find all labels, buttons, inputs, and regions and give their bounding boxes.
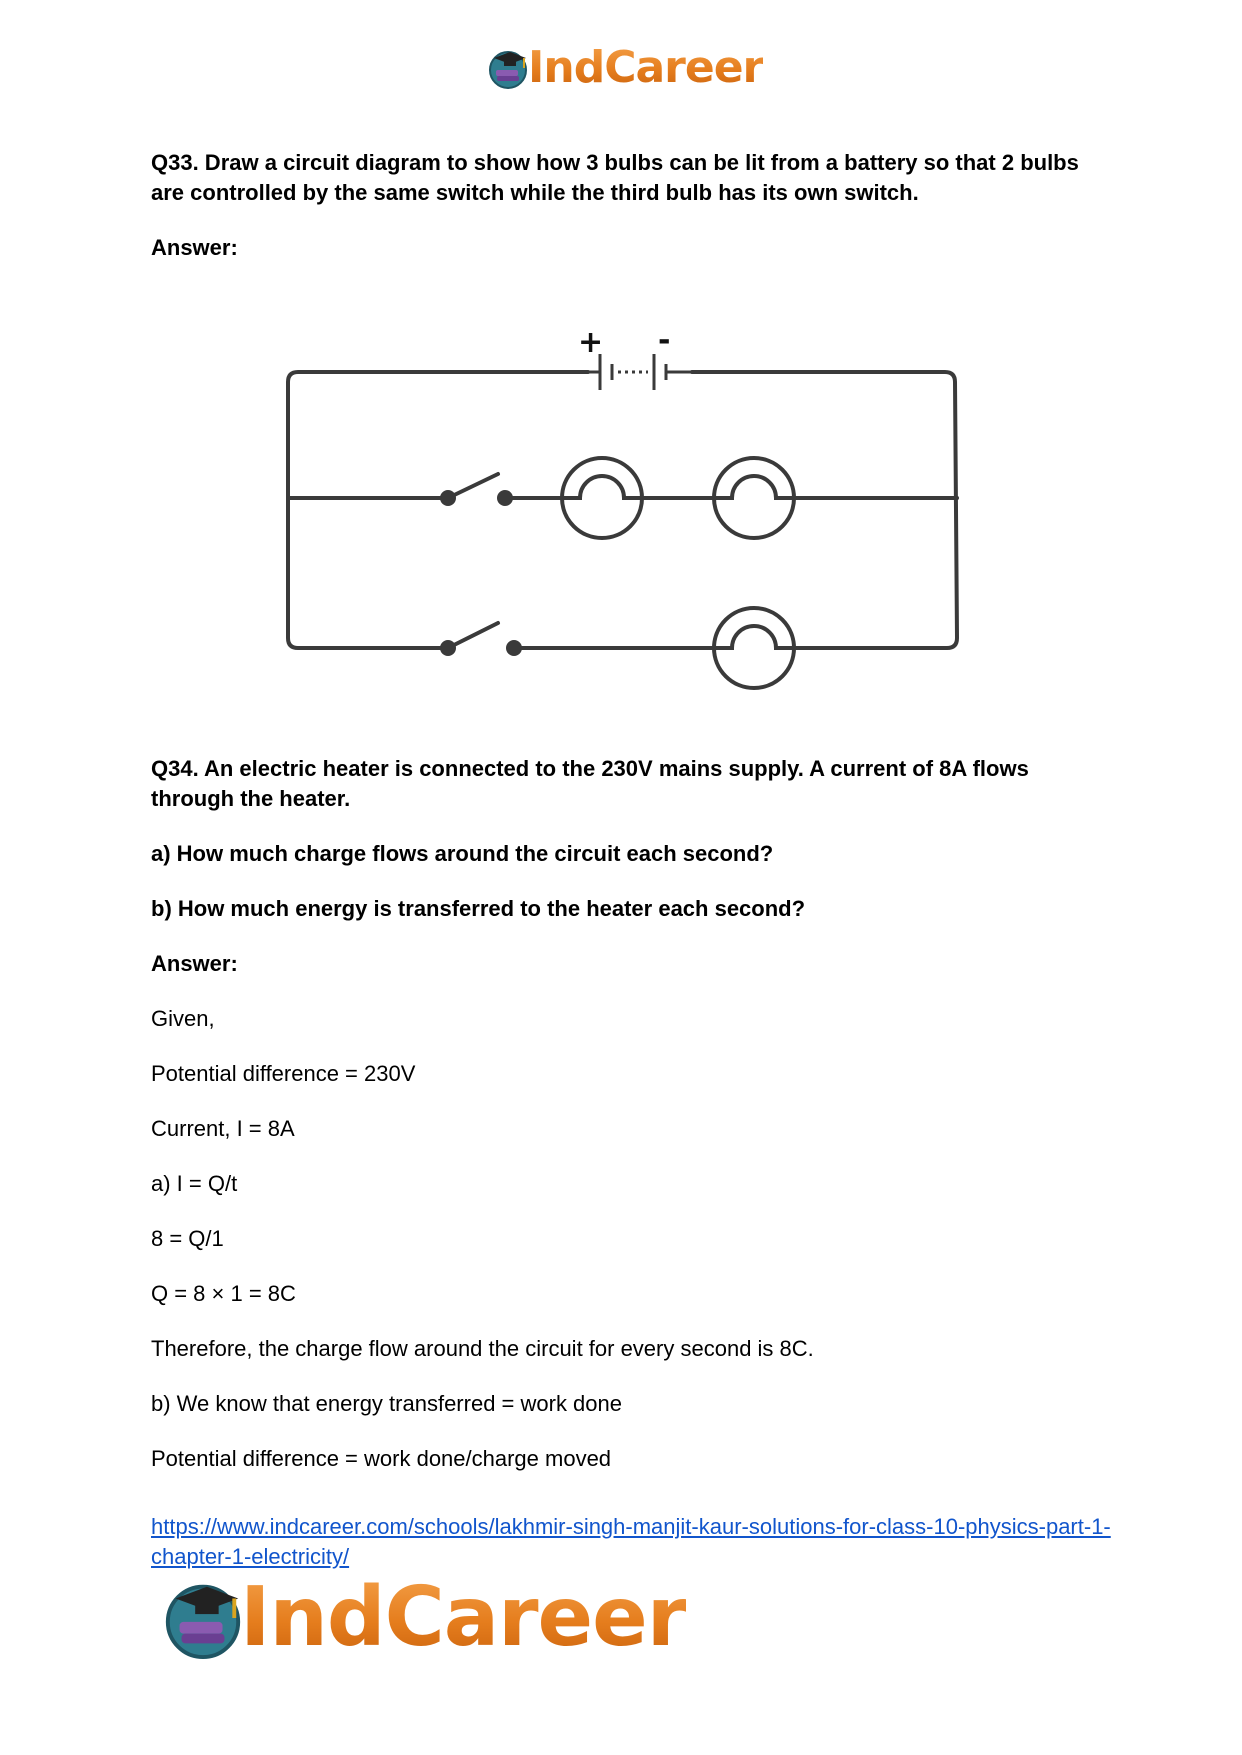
answer-line: Potential difference = 230V: [151, 1061, 416, 1086]
header-logo[interactable]: [486, 42, 763, 93]
bulb-2: [714, 458, 794, 538]
switch-2-arm: [448, 623, 498, 648]
switch-1-terminal-a: [440, 490, 456, 506]
answer-line: Therefore, the charge flow around the circuit for every second is 8C.: [151, 1336, 814, 1361]
answer-label-33: Answer:: [151, 235, 238, 260]
answer-line: Current, I = 8A: [151, 1116, 295, 1141]
switch-2-terminal-b: [506, 640, 522, 656]
source-link[interactable]: https://www.indcareer.com/schools/lakhmir-singh-manjit-kaur-solutions-for-class-10-physics-part-1-chapter-1-electricity/: [151, 1514, 1111, 1569]
question-34-part-a: a) How much charge flows around the circuit each second?: [151, 841, 774, 866]
battery-symbol: [588, 354, 692, 390]
question-33: Q33. Draw a circuit diagram to show how 3 bulbs can be lit from a battery so that 2 bulbs are controlled by the same switch while the third bulb has its own switch.: [151, 150, 1079, 205]
battery-plus-label: +: [578, 325, 604, 360]
page-content: [151, 148, 1091, 288]
battery-minus-label: -: [658, 323, 671, 358]
logo-wordmark: IndCareer: [528, 42, 764, 93]
footer-logo[interactable]: [160, 1570, 686, 1665]
answer-line: b) We know that energy transferred = work done: [151, 1391, 623, 1416]
graduation-book-icon: [486, 46, 530, 90]
bulb-1: [562, 458, 642, 538]
answer-label-34: Answer:: [151, 951, 238, 976]
answer-line: 8 = Q/1: [151, 1226, 224, 1251]
answer-line: a) I = Q/t: [151, 1171, 238, 1196]
answer-line: Given,: [151, 1006, 215, 1031]
bulb-3: [714, 608, 794, 688]
logo-wordmark: IndCareer: [240, 1570, 687, 1665]
answer-line: Potential difference = work done/charge moved: [151, 1446, 612, 1471]
question-34: Q34. An electric heater is connected to the 230V mains supply. A current of 8A flows through the heater.: [151, 756, 1029, 811]
circuit-diagram: [270, 320, 970, 700]
question-34-block: [151, 754, 1091, 1499]
switch-2-terminal-a: [440, 640, 456, 656]
question-34-part-b: b) How much energy is transferred to the heater each second?: [151, 896, 806, 921]
switch-1-arm: [448, 474, 498, 498]
wire-top-left: [288, 372, 588, 648]
switch-1-terminal-b: [497, 490, 513, 506]
answer-line: Q = 8 × 1 = 8C: [151, 1281, 296, 1306]
graduation-book-icon: [160, 1575, 246, 1661]
